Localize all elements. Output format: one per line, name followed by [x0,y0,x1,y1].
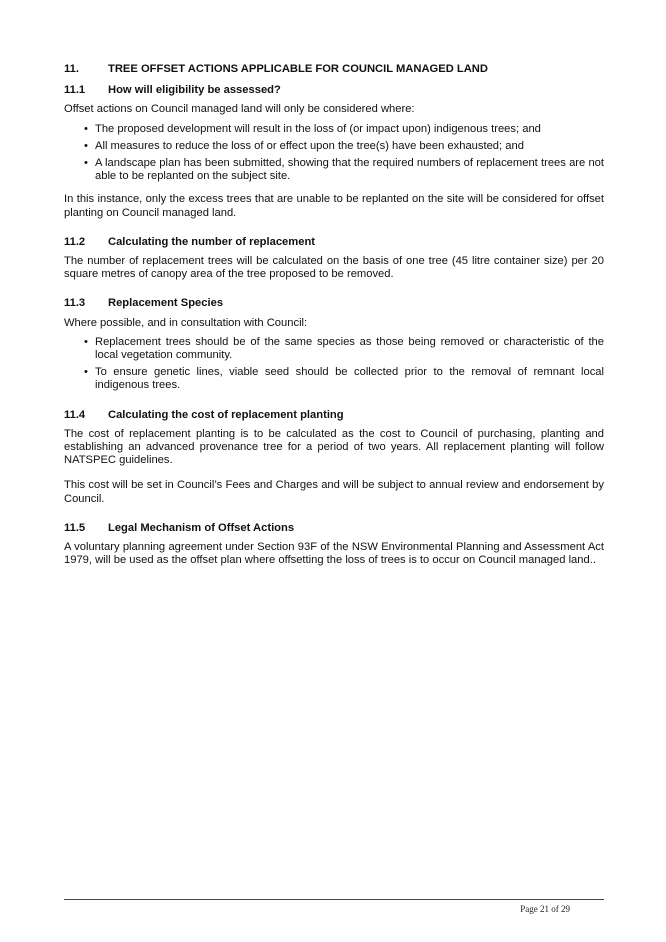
list-item: • The proposed development will result in the loss of (or impact upon) indigenous trees; and [84,122,541,135]
section-heading-11 [64,63,604,76]
paragraph: The number of replacement trees will be calculated on the basis of one tree (45 litre container size) per 20 square metres of canopy area of the tree proposed to be removed. [64,255,604,281]
subsection-number: 11.4 [64,408,86,421]
bullet-icon: • [84,366,88,379]
list-item: • To ensure genetic lines, viable seed should be collected prior to the removal of remnant local indigenous trees. [84,366,604,392]
subsection-heading-11-2 [64,236,604,249]
bullet-icon: • [84,139,88,152]
subsection-number: 11.3 [64,297,86,310]
list-item: • A landscape plan has been submitted, showing that the required numbers of replacement trees are not able to be replanted on the subject site. [84,157,604,183]
subsection-title: Legal Mechanism of Offset Actions [108,521,295,534]
paragraph: Where possible, and in consultation with Council: [64,316,308,329]
subsection-number: 11.1 [64,84,86,97]
subsection-heading-11-5 [64,522,604,535]
list-item: • Replacement trees should be of the same species as those being removed or characteristic of the local vegetation community. [84,335,604,362]
bullet-icon: • [84,122,88,135]
paragraph: In this instance, only the excess trees that are unable to be replanted on the site will be considered for offset planting on Council managed land. [64,193,604,219]
list-item: • All measures to reduce the loss of or effect upon the tree(s) have been exhausted; and [84,139,524,152]
page-number: Page 21 of 29 [520,904,570,914]
subsection-title: Calculating the number of replacement [108,235,316,248]
subsection-title: Calculating the cost of replacement planting [108,408,344,421]
bullet-icon: • [84,335,88,348]
subsection-heading-11-4 [64,409,604,422]
subsection-heading-11-3 [64,297,604,310]
paragraph: Offset actions on Council managed land will only be considered where: [64,103,415,116]
footer-divider [64,899,604,900]
bullet-icon: • [84,157,88,170]
subsection-title: How will eligibility be assessed? [108,84,281,97]
bullet-list [64,123,604,184]
subsection-title: Replacement Species [108,297,224,310]
paragraph: The cost of replacement planting is to be calculated as the cost to Council of purchasing, planting and establishing an advanced provenance tree for a period of two years. All replacement planting will follow NATSPEC guidelines. [64,427,604,467]
paragraph: This cost will be set in Council’s Fees and Charges and will be subject to annual review and endorsement by Council. [64,479,604,505]
section-number: 11. [64,63,79,75]
subsection-number: 11.2 [64,235,86,248]
section-title: TREE OFFSET ACTIONS APPLICABLE FOR COUNCIL MANAGED LAND [108,63,488,75]
bullet-list [64,336,604,393]
subsection-number: 11.5 [64,521,86,534]
paragraph: A voluntary planning agreement under Section 93F of the NSW Environmental Planning and Assessment Act 1979, will be used as the offset plan where offsetting the loss of trees is to occur on Council managed land.. [64,541,604,567]
subsection-heading-11-1 [64,84,604,97]
document-page [64,63,604,567]
